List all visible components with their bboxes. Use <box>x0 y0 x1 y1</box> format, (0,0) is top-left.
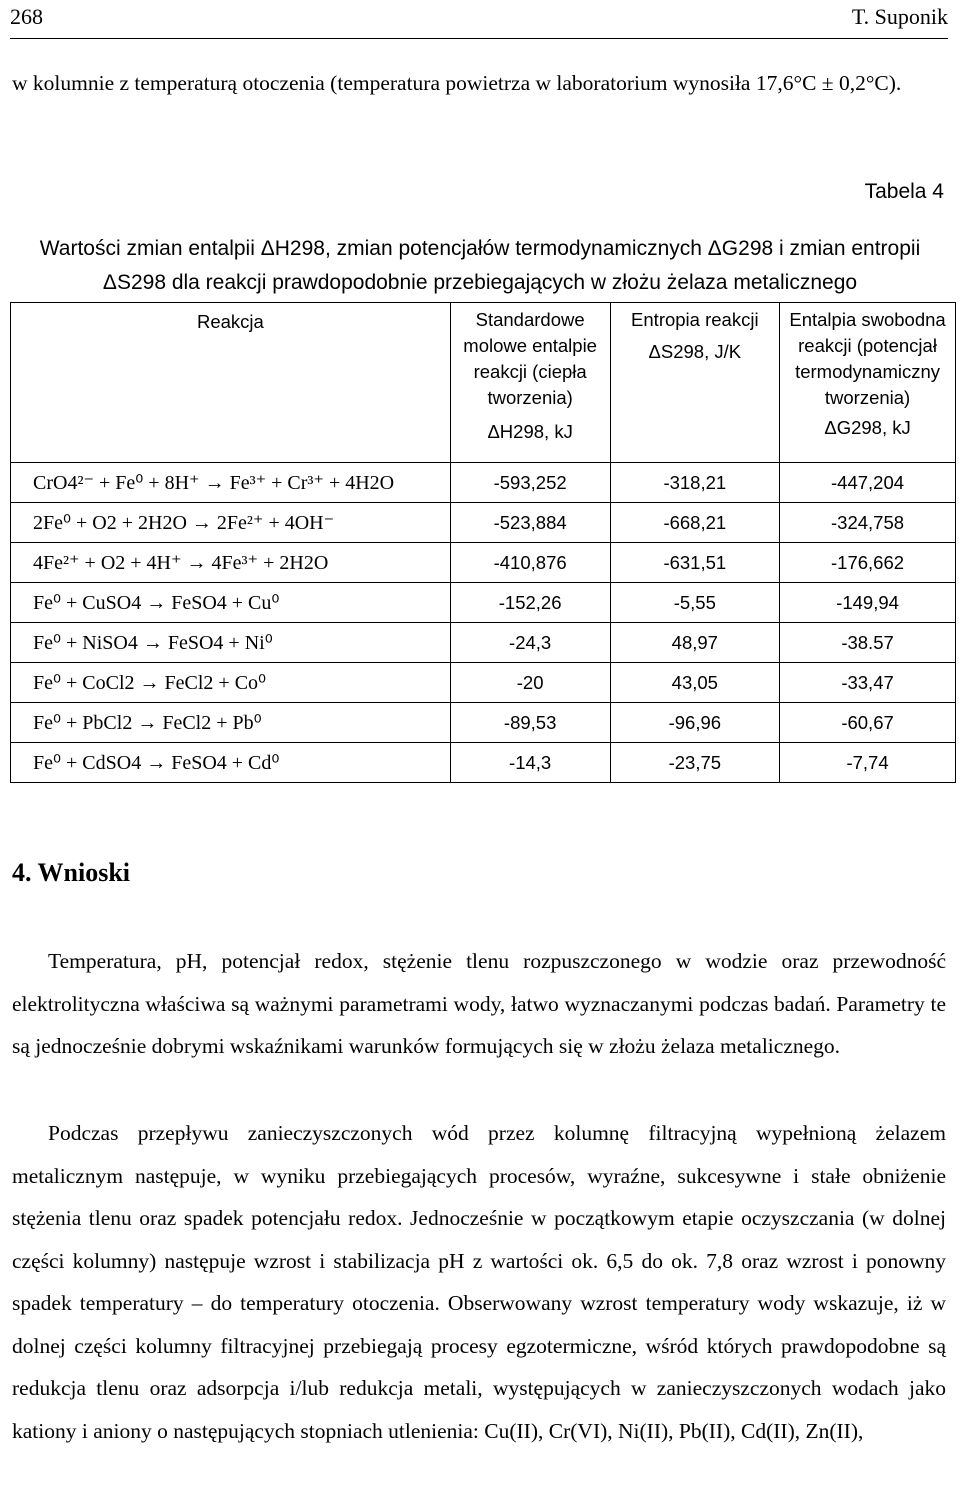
section-title: 4. Wnioski <box>12 858 131 887</box>
table-number: Tabela 4 <box>864 180 944 203</box>
ds-cell: 48,97 <box>610 623 780 663</box>
header-gibbs <box>780 303 956 463</box>
thermodynamic-table <box>10 302 956 783</box>
reaction-cell: CrO4²⁻ + Fe⁰ + 8H⁺ → Fe³⁺ + Cr³⁺ + 4H2O <box>11 463 451 503</box>
table-row <box>11 623 956 663</box>
header-enthalpy-symbol: ΔH298, kJ <box>487 421 573 442</box>
dh-cell: -20 <box>450 663 610 703</box>
dg-cell: -176,662 <box>780 543 956 583</box>
table-row <box>11 583 956 623</box>
header-gibbs-desc: Entalpia swobodna reakcji (potencjał termodynamiczny tworzenia) <box>789 309 946 408</box>
dg-cell: -447,204 <box>780 463 956 503</box>
header-entropy-symbol: ΔS298, J/K <box>648 341 742 362</box>
table-row <box>11 703 956 743</box>
running-author: T. Suponik <box>851 4 948 29</box>
header-enthalpy-desc: Standardowe molowe entalpie reakcji (ciepła tworzenia) <box>463 309 597 408</box>
dh-cell: -14,3 <box>450 743 610 783</box>
conclusion-paragraph-2: Podczas przepływu zanieczyszczonych wód przez kolumnę filtracyjną wypełnioną żelazem metalicznym następuje, w wyniku przebiegających procesów, wyraźne, sukcesywne i stałe obniżenie stężenia tlenu oraz spadek potencjału redox. Jednocześnie w początkowym etapie oczyszczania (w dolnej części kolumny) następuje wzrost i stabilizacja pH z wartości ok. 6,5 do ok. 7,8 oraz wzrost i ponowny spadek temperatury – do temperatury otoczenia. Obserwowany wzrost temperatury wody wskazuje, iż w dolnej części kolumny filtracyjnej przebiegają procesy egzotermiczne, wśród których prawdopodobne są redukcja tlenu oraz adsorpcja i/lub redukcja metali, występujących w zanieczyszczonych wodach jako kationy i aniony o następujących stopniach utlenienia: Cu(II), Cr(VI), Ni(II), Pb(II), Cd(II), Zn(II), <box>12 1121 946 1443</box>
ds-cell: 43,05 <box>610 663 780 703</box>
dh-cell: -410,876 <box>450 543 610 583</box>
reaction-cell: Fe⁰ + CdSO4 → FeSO4 + Cd⁰ <box>11 743 451 783</box>
dg-cell: -38.57 <box>780 623 956 663</box>
table-row <box>11 463 956 503</box>
reaction-cell: Fe⁰ + CoCl2 → FeCl2 + Co⁰ <box>11 663 451 703</box>
table-caption: Wartości zmian entalpii ΔH298, zmian potencjałów termodynamicznych ΔG298 i zmian entropii ΔS298 dla reakcji prawdopodobnie przebiegających w złożu żelaza metalicznego <box>39 237 921 294</box>
conclusion-paragraph-1: Temperatura, pH, potencjał redox, stężenie tlenu rozpuszczonego w wodzie oraz przewodność elektrolityczna właściwa są ważnymi parametrami wody, łatwo wyznaczanymi podczas badań. Parametry te są jednocześnie dobrymi wskaźnikami warunków formujących się w złożu żelaza metalicznego. <box>12 949 946 1058</box>
dh-cell: -152,26 <box>450 583 610 623</box>
dh-cell: -24,3 <box>450 623 610 663</box>
header-entropy <box>610 303 780 463</box>
intro-paragraph: w kolumnie z temperaturą otoczenia (temperatura powietrza w laboratorium wynosiła 17,6°C ± 0,2°C). <box>12 71 902 95</box>
table-row <box>11 743 956 783</box>
dg-cell: -33,47 <box>780 663 956 703</box>
ds-cell: -631,51 <box>610 543 780 583</box>
reaction-cell: 2Fe⁰ + O2 + 2H2O → 2Fe²⁺ + 4OH⁻ <box>11 503 451 543</box>
table-row <box>11 503 956 543</box>
ds-cell: -23,75 <box>610 743 780 783</box>
ds-cell: -96,96 <box>610 703 780 743</box>
dh-cell: -523,884 <box>450 503 610 543</box>
reaction-cell: Fe⁰ + PbCl2 → FeCl2 + Pb⁰ <box>11 703 451 743</box>
page-header <box>10 0 948 39</box>
dg-cell: -7,74 <box>780 743 956 783</box>
table-row <box>11 543 956 583</box>
ds-cell: -318,21 <box>610 463 780 503</box>
header-entropy-desc: Entropia reakcji <box>631 309 759 330</box>
reaction-cell: 4Fe²⁺ + O2 + 4H⁺ → 4Fe³⁺ + 2H2O <box>11 543 451 583</box>
header-gibbs-symbol: ΔG298, kJ <box>824 417 911 438</box>
ds-cell: -668,21 <box>610 503 780 543</box>
header-enthalpy <box>450 303 610 463</box>
reaction-cell: Fe⁰ + CuSO4 → FeSO4 + Cu⁰ <box>11 583 451 623</box>
ds-cell: -5,55 <box>610 583 780 623</box>
dg-cell: -324,758 <box>780 503 956 543</box>
dh-cell: -89,53 <box>450 703 610 743</box>
table-row <box>11 663 956 703</box>
reaction-cell: Fe⁰ + NiSO4 → FeSO4 + Ni⁰ <box>11 623 451 663</box>
header-reaction: Reakcja <box>11 303 451 463</box>
dg-cell: -60,67 <box>780 703 956 743</box>
dg-cell: -149,94 <box>780 583 956 623</box>
page-number: 268 <box>10 4 43 29</box>
dh-cell: -593,252 <box>450 463 610 503</box>
